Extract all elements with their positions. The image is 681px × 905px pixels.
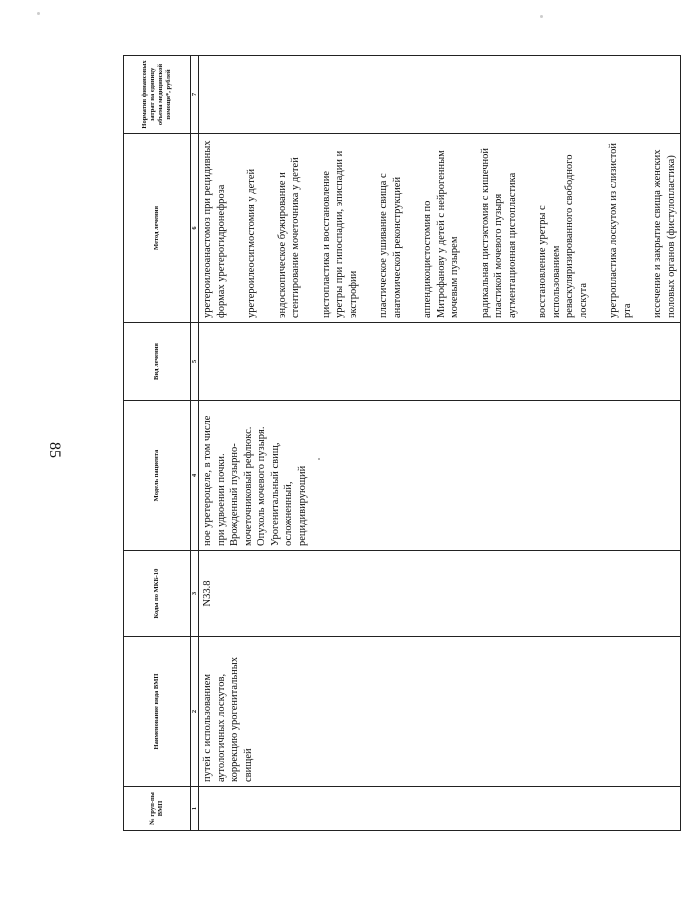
cell-patient-model: ное уретероцеле, в том числе при удвоении почки. Врожденный пузырно-мочеточниковый рефлюкс. Опухоль мочевого пузыря. Урогенитальный свищ, осложненный, рецидивирующий	[199, 401, 681, 551]
header-icd-codes: Коды по МКБ-10	[124, 551, 191, 637]
method-item: аппендикоцистостомия по Митрофанову у детей с нейрогенным мочевым пузырем	[422, 150, 460, 318]
header-patient-model: Модель пациента	[124, 401, 191, 551]
cell-group-no	[199, 787, 681, 831]
column-number: 2	[191, 637, 199, 787]
table-header-row	[124, 56, 191, 831]
column-number: 5	[191, 323, 199, 401]
cell-vmp-name: путей с использованием аутологичных лоскутов, коррекцию урогенитальных свищей	[199, 637, 681, 787]
cell-icd-codes: N33.8	[199, 551, 681, 637]
scan-speck	[318, 458, 320, 460]
header-treatment-type: Вид лечения	[124, 323, 191, 401]
method-item: иссечение и закрытие свища женских половых органов (фистулопластика)	[652, 149, 677, 318]
cell-methods	[199, 134, 681, 323]
method-item: радикальная цистэктомия с кишечной пластикой мочевого пузыря	[479, 147, 504, 318]
scan-speck	[540, 15, 543, 18]
column-number: 6	[191, 134, 199, 323]
column-number: 1	[191, 787, 199, 831]
rotated-table-area	[123, 56, 677, 831]
header-method: Метод лечения	[124, 134, 191, 323]
table-row	[199, 56, 681, 831]
page-number: 85	[46, 442, 63, 458]
method-item: уретропластика лоскутом из слизистой рта	[608, 142, 633, 318]
column-number: 7	[191, 56, 199, 134]
column-number-row	[191, 56, 199, 831]
header-cost-norm: Норматив финансовых затрат на единицу объема медицинской помощи*, рублей	[124, 56, 191, 134]
column-number: 3	[191, 551, 199, 637]
method-item: пластическое ушивание свища с анатомической реконструкцией	[378, 173, 403, 318]
method-item: цистопластика и восстановление уретры при гипоспадии, эписпадии и экстрофии	[320, 150, 359, 318]
cell-treatment-type	[199, 323, 681, 401]
cell-cost-norm	[199, 56, 681, 134]
header-group-no: № груп-пы ВМП	[124, 787, 191, 831]
vmp-table	[123, 55, 681, 831]
method-item: аугментационная цистопластика	[506, 172, 518, 318]
scan-speck	[37, 12, 40, 15]
header-vmp-name: Наименование вида ВМП	[124, 637, 191, 787]
method-item: эндоскопическое бужирование и стентирование мочеточника у детей	[276, 157, 301, 318]
column-number: 4	[191, 401, 199, 551]
method-item: восстановление уретры с использованием реваскуляризированного свободного лоскута	[537, 154, 589, 318]
method-item: уретероилеосигмостомия у детей	[246, 168, 257, 318]
method-item: уретероилеоанастомоз при рецидивных формах уретерогидронефроза	[202, 140, 227, 318]
